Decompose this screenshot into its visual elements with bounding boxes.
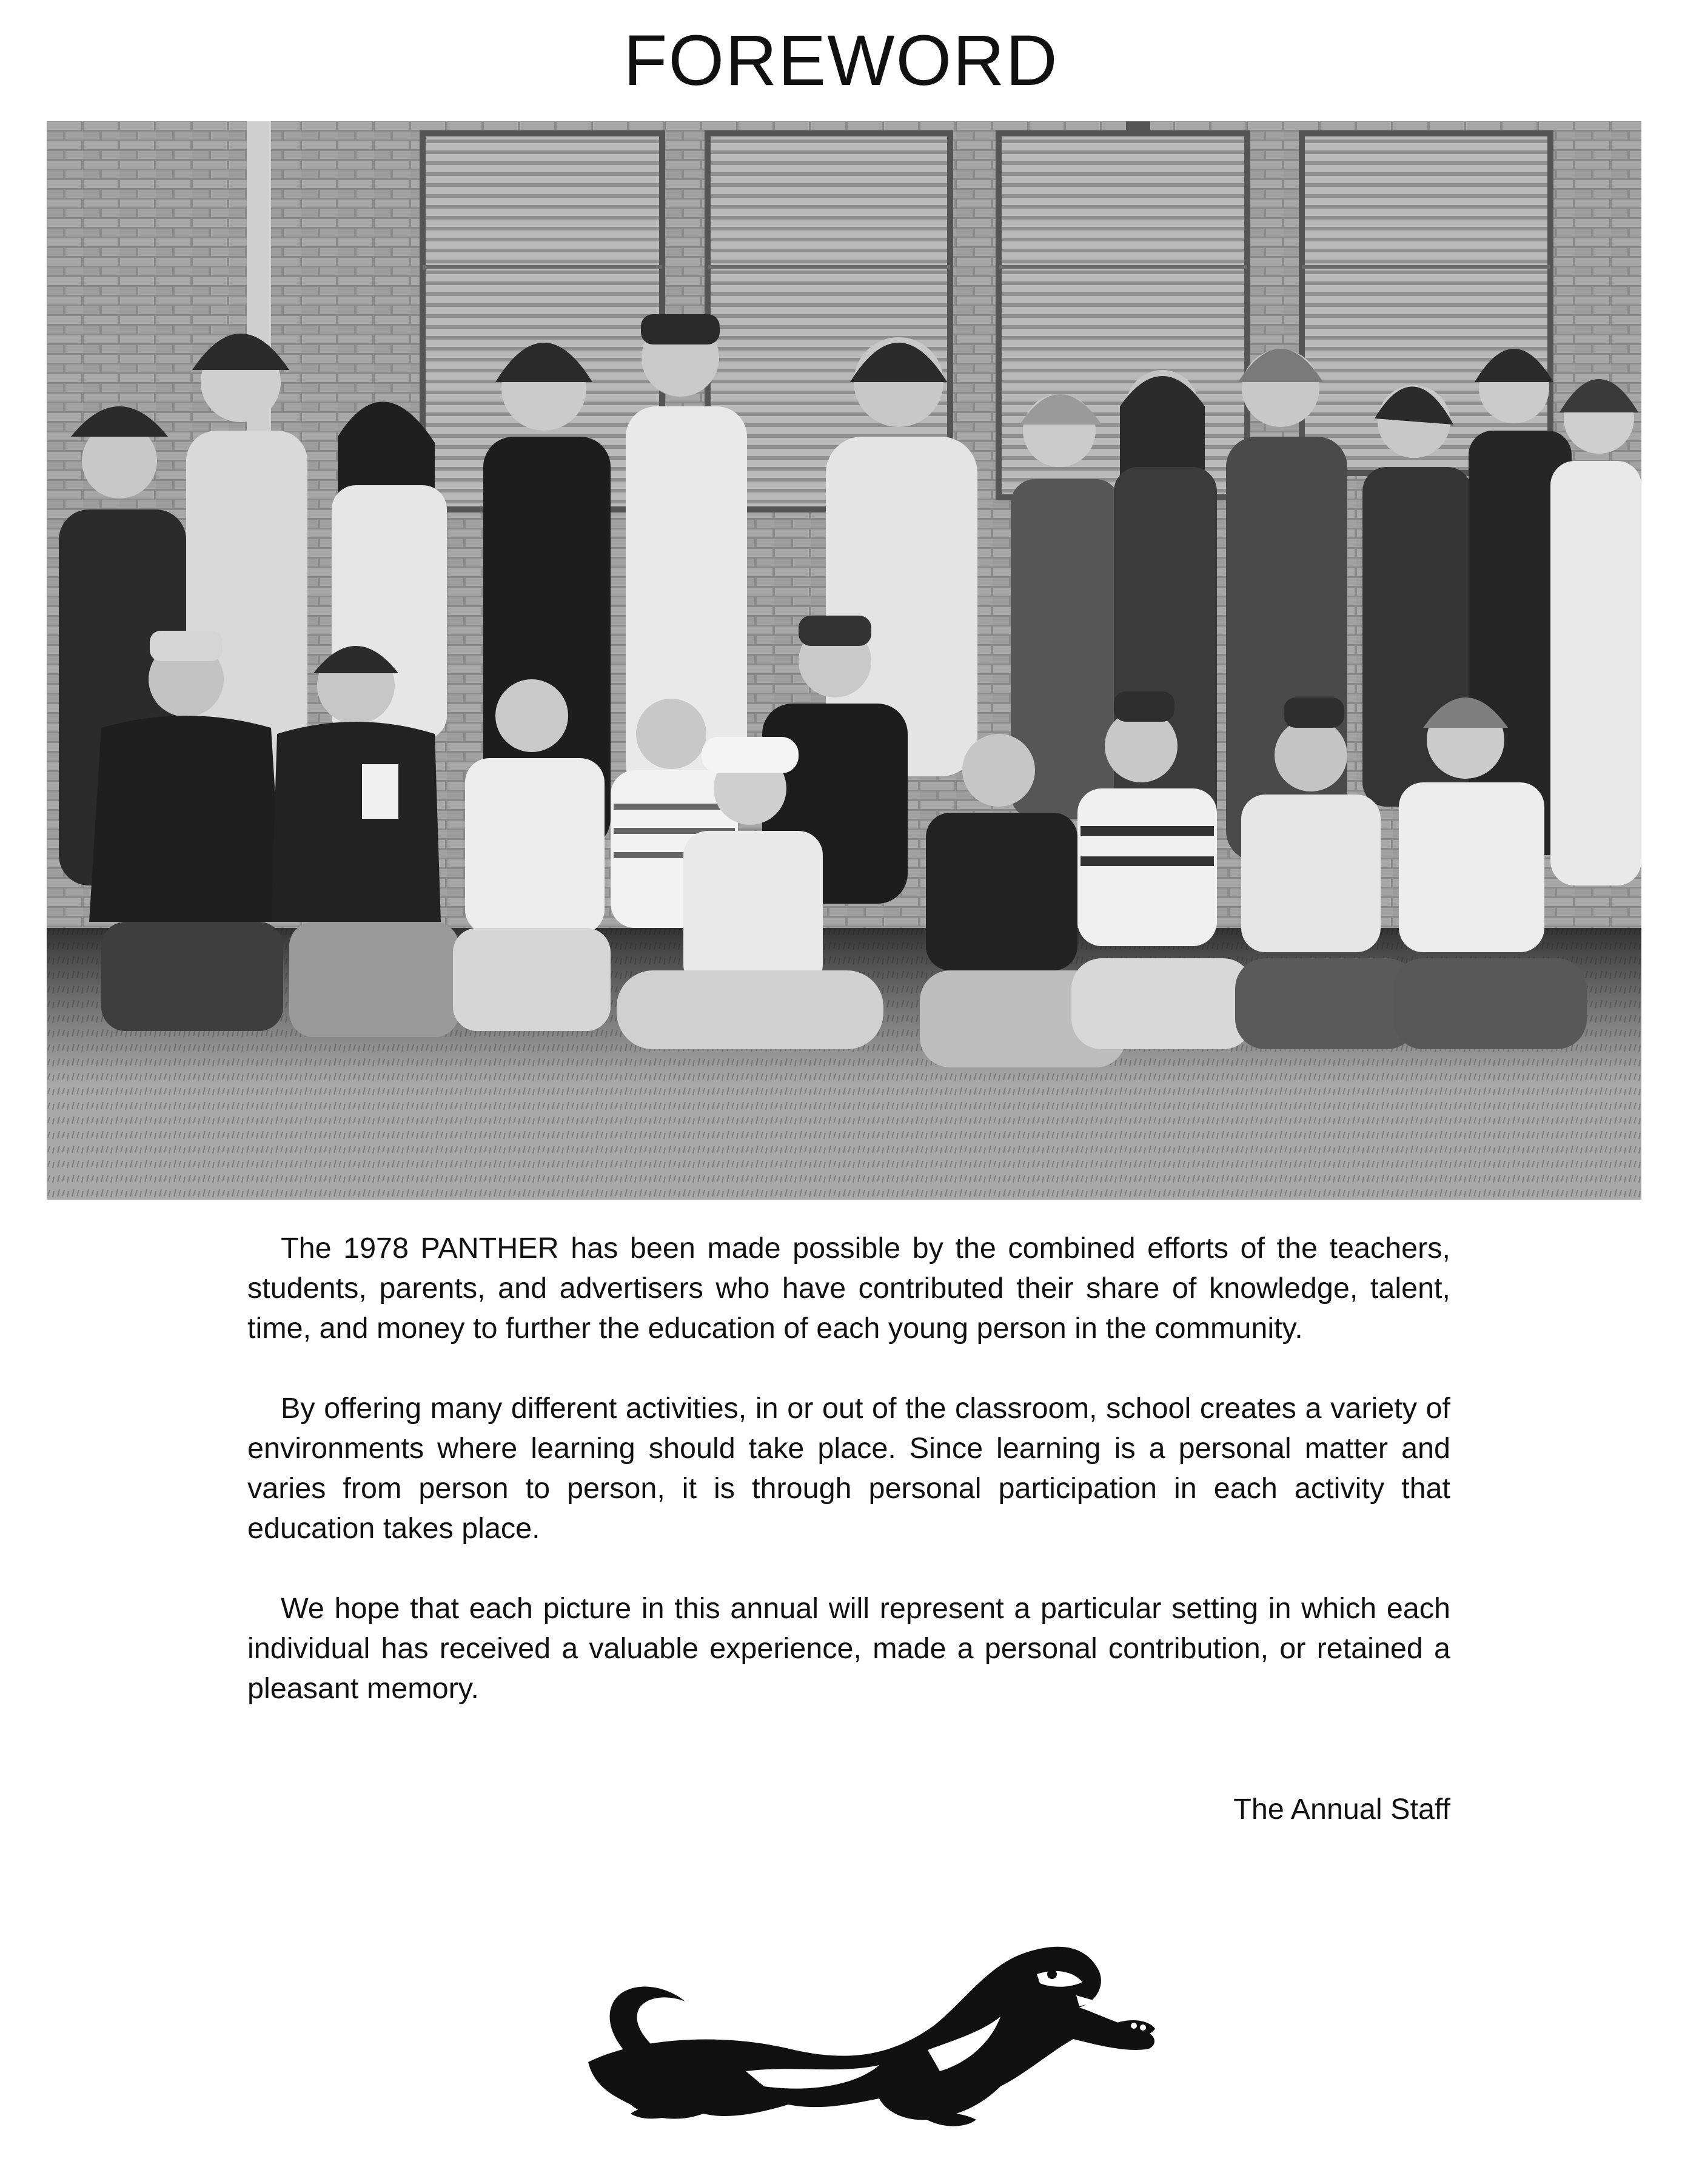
- group-photo-image: [47, 121, 1641, 1200]
- foreword-paragraph: We hope that each picture in this annual will represent a particular setting in which each individual has received a valuable experience, made a personal contribution, or retained a pleasant memory.: [247, 1592, 1450, 1705]
- foreword-body: [247, 1228, 1450, 1749]
- panther-logo: [564, 1910, 1164, 2135]
- group-photo: [47, 121, 1641, 1200]
- signature: The Annual Staff: [1233, 1793, 1450, 1826]
- page-title: FOREWORD: [623, 21, 1059, 101]
- foreword-paragraph: By offering many different activities, in or out of the classroom, school creates a variety of environments where learning should take place. Since learning is a personal matter and varies from person to person, it is through personal participation in each activity that education takes place.: [247, 1392, 1450, 1545]
- foreword-paragraph: The 1978 PANTHER has been made possible by the combined efforts of the teachers, students, parents, and advertisers who have contributed their share of knowledge, talent, time, and money to further the education of each young person in the community.: [247, 1232, 1450, 1345]
- panther-icon: [564, 1910, 1164, 2135]
